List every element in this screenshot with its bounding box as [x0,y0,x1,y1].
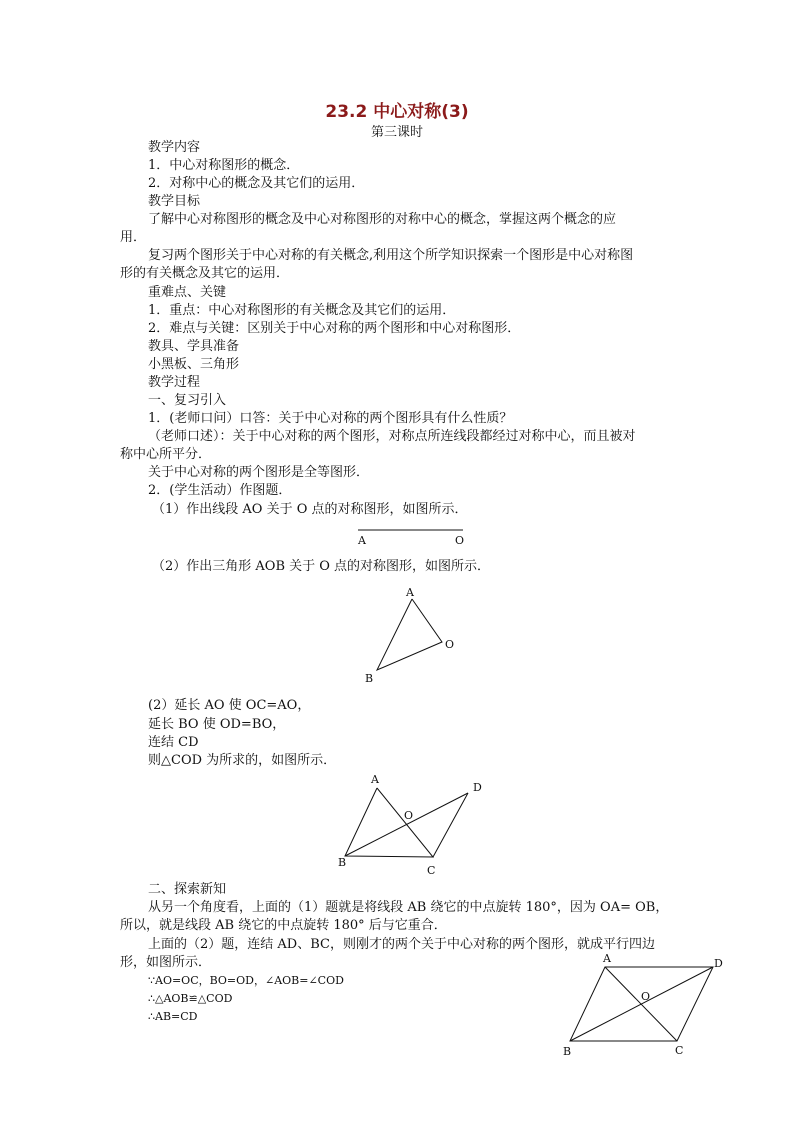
text-line: 小黑板、三角形 [148,357,240,372]
section-heading: 一、复习引入 [148,393,227,408]
label-a: A [406,586,414,599]
text-line: 上面的（2）题，连结 AD、BC，则刚才的两个关于中心对称的两个图形，就成平行四边 [148,937,655,952]
label-o: O [445,638,455,651]
text-line: 延长 BO 使 OD=BO， [148,717,286,732]
text-line: 则△COD 为所求的，如图所示． [148,753,337,768]
proof-line: ∵AO=OC，BO=OD，∠AOB=∠COD [148,974,344,987]
label-o: O [404,809,414,822]
triangle-aob [377,599,442,670]
figure-segment-ao [355,525,470,550]
proof-line: ∴△AOB≌△COD [148,992,233,1005]
text-line: 连结 CD [148,735,199,750]
figure-triangles-aob-cod [330,770,490,880]
text-line: 复习两个图形关于中心对称的有关概念,利用这个所学知识探索一个图形是中心对称图 [148,248,634,263]
label-a: A [358,534,366,547]
text-line: 从另一个角度看，上面的（1）题就是将线段 AB 绕它的中点旋转 180°，因为 OA= OB， [148,900,669,915]
figure-parallelogram-abcd [555,950,735,1060]
section-heading: 教学过程 [148,375,201,390]
segment-bd [345,793,468,856]
text-line: 1．中心对称图形的概念． [148,158,300,173]
proof-line: ∴AB=CD [148,1010,198,1023]
label-d: D [714,957,723,970]
text-line: 了解中心对称图形的概念及中心对称图形的对称中心的概念，掌握这两个概念的应 [148,212,617,227]
text-line: 2．(学生活动）作图题． [148,483,292,498]
figure-triangle-aob [360,583,470,688]
page-title: 23.2 中心对称(3) [325,102,469,122]
text-line: 形，如图所示． [120,955,212,970]
text-line: 用． [120,230,147,245]
section-heading: 教学内容 [148,140,201,155]
text-line: 关于中心对称的两个图形是全等图形． [148,465,370,480]
text-line: 1．重点：中心对称图形的有关概念及其它们的运用． [148,303,456,318]
diagonal-bd [570,967,713,1041]
section-heading: 教具、学具准备 [148,339,240,354]
label-a: A [371,773,379,786]
text-line: 2．对称中心的概念及其它们的运用． [148,176,365,191]
label-d: D [473,781,482,794]
label-c: C [427,864,436,877]
text-line: （老师口述）：关于中心对称的两个图形，对称点所连线段都经过对称中心，而且被对 [148,429,636,444]
section-heading: 二、探索新知 [148,882,227,897]
label-b: B [338,856,347,869]
label-a: A [603,952,611,965]
label-b: B [563,1045,572,1058]
text-line: 1．(老师口问）口答：关于中心对称的两个图形具有什么性质？ [148,411,513,426]
label-b: B [365,672,374,685]
segment-dc [433,793,468,857]
text-line: （1）作出线段 AO 关于 O 点的对称图形，如图所示． [152,502,468,517]
label-o: O [641,990,651,1003]
page-subtitle: 第三课时 [370,125,423,140]
section-heading: 教学目标 [148,194,201,209]
text-line: （2）作出三角形 AOB 关于 O 点的对称图形，如图所示． [152,559,491,574]
text-line: 形的有关概念及其它的运用． [120,266,290,281]
label-o: O [455,534,465,547]
text-line: 称中心所平分． [120,447,212,462]
label-c: C [675,1044,684,1057]
text-line: 2．难点与关键：区别关于中心对称的两个图形和中心对称图形． [148,321,521,336]
section-heading: 重难点、关键 [148,285,227,300]
text-line: 所以，就是线段 AB 绕它的中点旋转 180° 后与它重合． [120,918,447,933]
text-line: (2）延长 AO 使 OC=AO， [148,698,311,713]
triangle-aob-cob [345,788,433,857]
